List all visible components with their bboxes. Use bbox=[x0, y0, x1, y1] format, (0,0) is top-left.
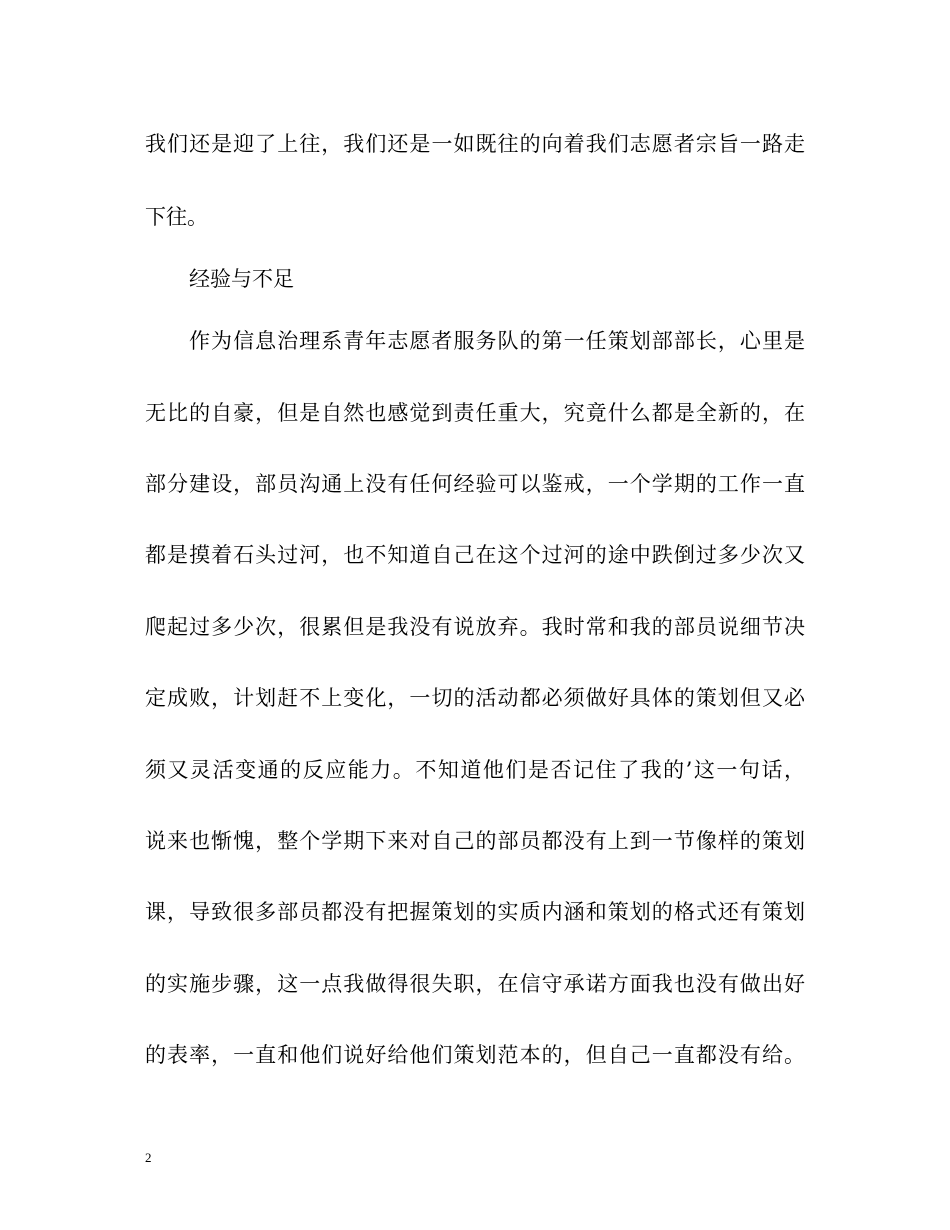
text-line-5: 无比的自豪，但是自然也感觉到责任重大，究竟什么都是全新的，在 bbox=[145, 401, 805, 425]
section-heading: 经验与不足 bbox=[189, 267, 294, 291]
text-line-8: 爬起过多少次，很累但是我没有说放弃。我时常和我的部员说细节决 bbox=[145, 615, 805, 639]
text-line-12: 课，导致很多部员都没有把握策划的实质内涵和策划的格式还有策划 bbox=[145, 900, 805, 924]
text-line-7: 都是摸着石头过河，也不知道自己在这个过河的途中跌倒过多少次又 bbox=[145, 543, 805, 567]
text-line-6: 部分建设，部员沟通上没有任何经验可以鉴戒，一个学期的工作一直 bbox=[145, 472, 805, 496]
text-line-9: 定成败，计划赶不上变化，一切的活动都必须做好具体的策划但又必 bbox=[145, 686, 805, 710]
text-line-1: 我们还是迎了上往，我们还是一如既往的向着我们志愿者宗旨一路走 bbox=[145, 132, 805, 156]
text-line-4: 作为信息治理系青年志愿者服务队的第一任策划部部长，心里是 bbox=[189, 329, 805, 353]
text-line-10: 须又灵活变通的反应能力。不知道他们是否记住了我的’这一句话， bbox=[145, 758, 805, 782]
text-line-2: 下往。 bbox=[145, 205, 208, 229]
text-line-11: 说来也惭愧，整个学期下来对自己的部员都没有上到一节像样的策划 bbox=[145, 829, 805, 853]
text-line-13: 的实施步骤，这一点我做得很失职，在信守承诺方面我也没有做出好 bbox=[145, 972, 805, 996]
text-line-14: 的表率，一直和他们说好给他们策划范本的，但自己一直都没有给。 bbox=[145, 1043, 805, 1067]
page-number: 2 bbox=[145, 1150, 152, 1165]
